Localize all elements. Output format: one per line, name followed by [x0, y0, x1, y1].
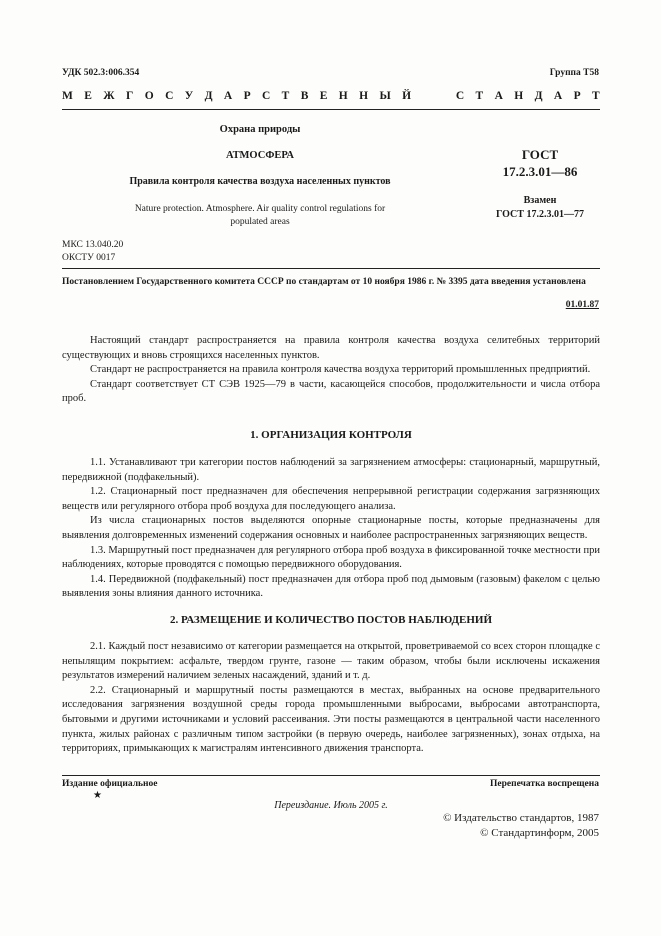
- banner-letter: Н: [359, 90, 369, 102]
- official-edition-label: Издание официальное: [62, 779, 158, 789]
- copyright-line-1: © Издательство стандартов, 1987: [443, 812, 599, 824]
- intro-paragraph: Настоящий стандарт распространяется на правила контроля качества воздуха селитебных территорий существующих и вновь строящихся населенных пунктов.: [62, 335, 600, 361]
- banner-letter: Е: [84, 90, 92, 102]
- intro-block: [62, 334, 600, 407]
- title-english: Nature protection. Atmosphere. Air quality control regulations for populated areas: [134, 204, 386, 227]
- group-code: Группа Т58: [549, 68, 599, 78]
- section-paragraph: 1.3. Маршрутный пост предназначен для регулярного отбора проб воздуха в фиксированной точке местности при наблюдениях, которые проводятся с помощью передвижного оборудования.: [62, 544, 600, 571]
- reissue-note: Переиздание. Июль 2005 г.: [274, 800, 388, 811]
- banner-letter: В: [300, 90, 309, 102]
- section-paragraph: 1.1. Устанавливают три категории постов наблюдений за загрязнением атмосферы: стационарный, маршрутный, передвижной (подфакельный).: [62, 457, 600, 483]
- banner-letter: Ы: [379, 90, 391, 102]
- interstate-standard-banner: [62, 90, 600, 102]
- title-line-2: АТМОСФЕРА: [226, 150, 294, 161]
- banner-letter: Р: [573, 90, 581, 102]
- banner-letter: Е: [319, 90, 328, 102]
- banner-letter: Д: [534, 90, 543, 102]
- banner-letter: Й: [402, 90, 412, 102]
- banner-letter: С: [455, 90, 465, 102]
- banner-letter: Т: [591, 90, 600, 102]
- banner-letter: Н: [338, 90, 348, 102]
- banner-letter: А: [553, 90, 563, 102]
- section-paragraph: Из числа стационарных постов выделяются опорные стационарные посты, которые предназначены для выявления долговременных изменений содержания основных и наиболее распространенных загрязняющих веществ.: [62, 515, 600, 541]
- banner-letter: Т: [281, 90, 290, 102]
- title-line-3: Правила контроля качества воздуха населенных пунктов: [129, 176, 391, 187]
- banner-letter: Н: [514, 90, 524, 102]
- replaces-block: [460, 194, 620, 222]
- udk-code: УДК 502.3:006.354: [62, 68, 140, 78]
- section-1-body: [62, 456, 600, 602]
- classification-rule: [62, 268, 600, 269]
- banner-letter: Р: [243, 90, 251, 102]
- gost-block: [470, 146, 610, 180]
- section-1-heading: 1. ОРГАНИЗАЦИЯ КОНТРОЛЯ: [250, 429, 412, 441]
- section-2-heading: 2. РАЗМЕЩЕНИЕ И КОЛИЧЕСТВО ПОСТОВ НАБЛЮДЕНИЙ: [169, 614, 493, 626]
- gost-number: 17.2.3.01—86: [502, 164, 578, 179]
- effective-date: 01.01.87: [565, 300, 599, 310]
- replaces-number: ГОСТ 17.2.3.01—77: [496, 209, 584, 220]
- banner-letter: А: [223, 90, 233, 102]
- section-paragraph: 1.4. Передвижной (подфакельный) пост предназначен для отбора проб под дымовым (газовым) факелом с целью выявления зоны влияния данного источника.: [62, 573, 600, 600]
- classification-block: [62, 239, 123, 265]
- section-paragraph: 2.2. Стационарный и маршрутный посты размещаются в местах, выбранных на основе предварительного исследования загрязнения воздушной среды города промышленными выбросами, выбросами автотранспорта, бытовыми и другими источниками и условий рассеивания. Эти посты размещаются в центральной части населенного пункта, жилых районах с различным типом застройки (в первую очередь, наиболее загрязненных), зонах отдыха, на территориях, примыкающих к магистралям интенсивного движения транспорта.: [62, 684, 600, 755]
- banner-letter: А: [494, 90, 503, 102]
- banner-letter: О: [144, 90, 154, 102]
- copyright-line-2: © Стандартинформ, 2005: [480, 827, 599, 839]
- banner-letter: Ж: [103, 90, 115, 102]
- footer-rule: [62, 775, 600, 776]
- intro-paragraph: Стандарт не распространяется на правила контроля качества воздуха территорий промышленных предприятий.: [90, 364, 591, 376]
- title-line-1: Охрана природы: [219, 124, 301, 135]
- banner-letter: Г: [126, 90, 134, 102]
- mks-code: МКС 13.040.20: [62, 240, 124, 250]
- header-rule: [62, 109, 600, 110]
- section-paragraph: 2.1. Каждый пост независимо от категории размещается на открытой, проветриваемой со всех сторон площадке с непылящим покрытием: асфальте, твердом грунте, газоне — таким образом, чтобы были исключены искажения результатов измерений наличием зеленых насаждений, зданий и т. д.: [62, 641, 600, 682]
- okstu-code: ОКСТУ 0017: [62, 253, 116, 263]
- banner-gap: [422, 90, 444, 102]
- gost-label: ГОСТ: [521, 147, 559, 162]
- banner-letter: Т: [475, 90, 484, 102]
- decree-text: Постановлением Государственного комитета СССР по стандартам от 10 ноября 1986 г. № 3395 дата введения установлена: [62, 277, 586, 287]
- banner-letter: М: [62, 90, 73, 102]
- section-2-body: [62, 640, 600, 757]
- replaces-label: Взамен: [523, 195, 557, 206]
- banner-letter: С: [261, 90, 271, 102]
- reprint-prohibited-label: Перепечатка воспрещена: [489, 779, 599, 789]
- banner-letter: У: [184, 90, 194, 102]
- star-icon: ★: [93, 790, 102, 801]
- section-paragraph: 1.2. Стационарный пост предназначен для обеспечения непрерывной регистрации содержания загрязняющих веществ или регулярного отбора проб воздуха для последующего анализа.: [62, 486, 600, 512]
- banner-letter: Д: [204, 90, 213, 102]
- intro-paragraph: Стандарт соответствует СТ СЭВ 1925—79 в части, касающейся способов, продолжительности и числа отбора проб.: [62, 378, 600, 405]
- banner-letter: С: [165, 90, 174, 102]
